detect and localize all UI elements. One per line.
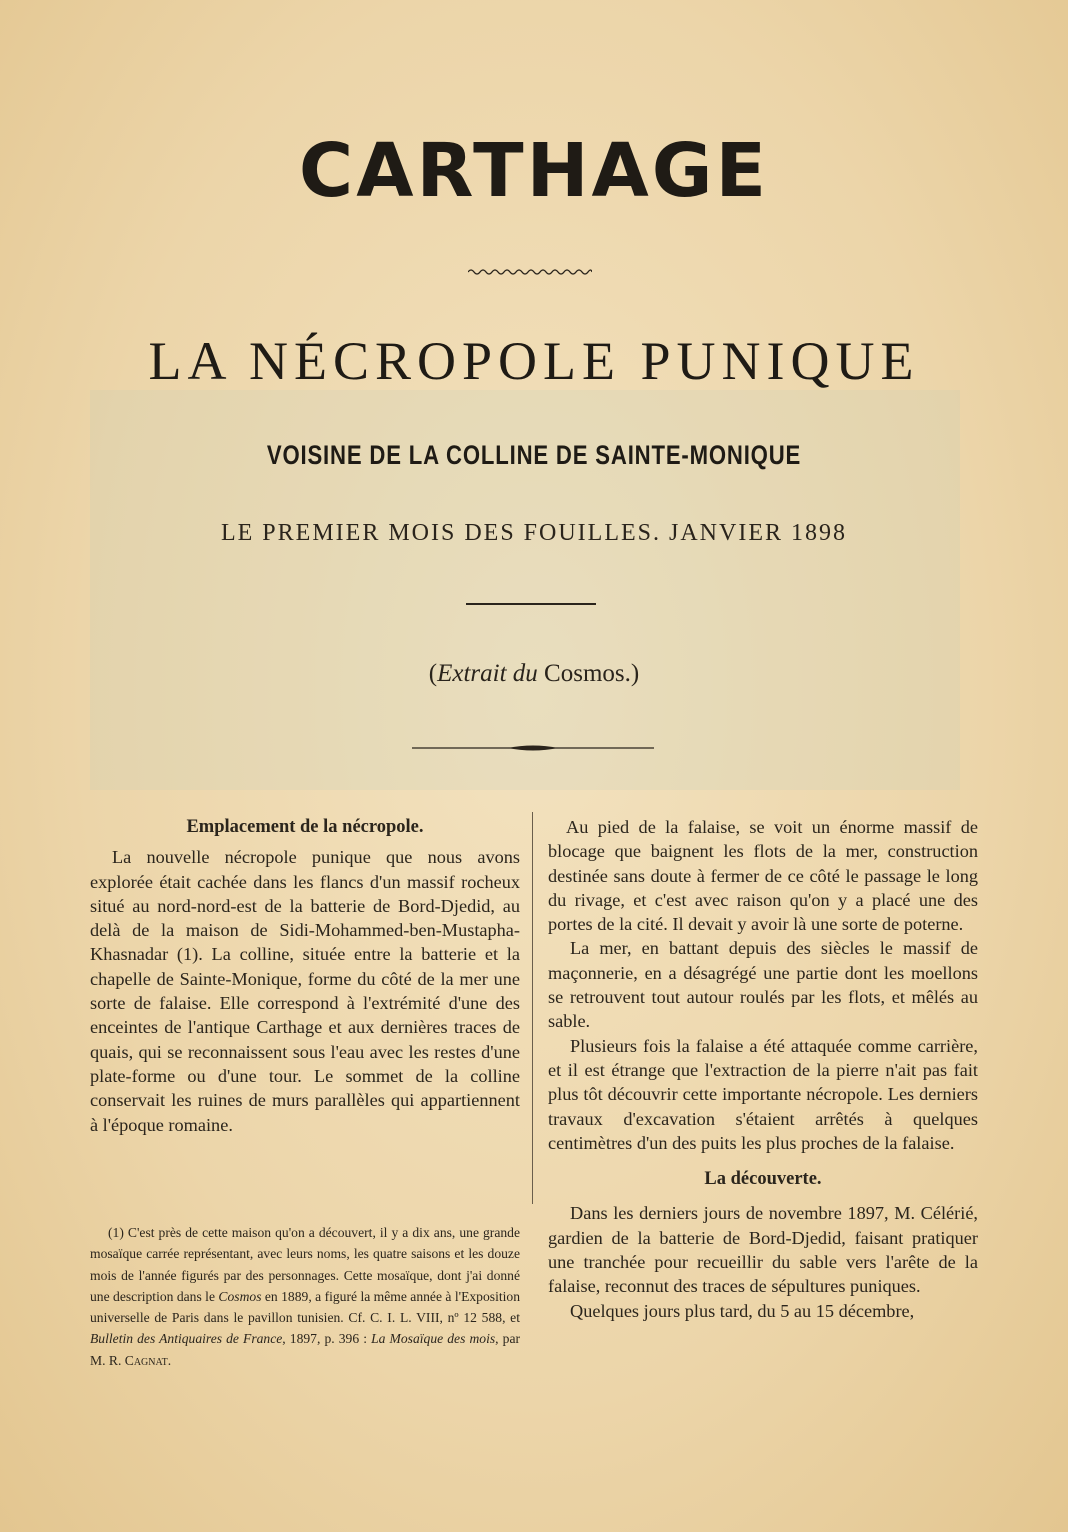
- footnote-text: , par M. R.: [90, 1331, 521, 1368]
- paragraph: La mer, en battant depuis des siècles le massif de maçonnerie, en a désagrégé une partie dont les moellons se retrouvent tout autour roulés par les flots, et mêlés au sable.: [548, 938, 978, 1032]
- extract-source-line: [0, 660, 1068, 688]
- date-line: LE PREMIER MOIS DES FOUILLES. JANVIER 1898: [220, 520, 847, 546]
- page-subtitle: LA NÉCROPOLE PUNIQUE: [148, 331, 920, 391]
- dash-ornament: [412, 742, 654, 754]
- extract-italic: Extrait du: [437, 660, 538, 687]
- column-divider: [532, 812, 533, 1204]
- paragraph: Au pied de la falaise, se voit un énorme massif de blocage que baignent les flots de la mer, construction destinée sans doute à fermer de ce côté le passage le long du rivage, et c'est avec raison qu'on y a placé une des portes de la cité. Il devait y avoir là une sorte de poterne.: [548, 817, 978, 935]
- footnote-text: , 1897, p. 396 :: [282, 1331, 372, 1347]
- extract-source: Cosmos.): [537, 660, 640, 687]
- footnote-cosmos: Cosmos: [218, 1288, 262, 1304]
- footnote-text: en 1889, a figuré la même année à l'Exposition universelle de Paris dans le pavillon tunisien. Cf. C. I. L. VIII, nº 12 588, et: [90, 1288, 520, 1326]
- left-column: [90, 815, 520, 1137]
- footnote-author: Cagnat: [124, 1352, 168, 1368]
- footnote-text: .: [167, 1352, 172, 1368]
- paragraph: Dans les derniers jours de novembre 1897, M. Célérié, gardien de la batterie de Bord-Djedid, faisant pratiquer une tranchée pour recueillir du sable vers l'arête de la falaise, reconnut des traces de sépultures puniques.: [548, 1203, 978, 1297]
- paragraph: La nouvelle nécropole punique que nous avons explorée était cachée dans les flancs d'un massif rocheux situé au nord-nord-est de la batterie de Bord-Djedid, au delà de la maison de Sidi-Mohammed-ben-Mustapha-Khasnadar (1). La colline, située entre la batterie et la chapelle de Sainte-Monique, forme du côté de la mer une sorte de falaise. Elle correspond à l'extrémité d'une des enceintes de l'antique Carthage et aux dernières traces de quais, qui se reconnaissent sous l'eau avec les restes d'une plate-forme ou d'une tour. Le sommet de la colline conservait les ruines de murs parallèles qui appartiennent à l'époque romaine.: [90, 847, 520, 1135]
- paragraph: Plusieurs fois la falaise a été attaquée comme carrière, et il est étrange que l'extraction de la pierre n'ait pas fait plus tôt découvrir cette importante nécropole. Les derniers travaux d'excavation s'étaient arrêtés à quelques centimètres d'un des puits les plus proches de la falaise.: [548, 1035, 978, 1153]
- page-title: CARTHAGE: [298, 128, 770, 214]
- paragraph: Quelques jours plus tard, du 5 au 15 décembre,: [570, 1300, 915, 1321]
- footnote-mosaique: La Mosaïque des mois: [371, 1331, 496, 1347]
- wavy-rule-ornament: [468, 268, 592, 276]
- page-subsubtitle: VOISINE DE LA COLLINE DE SAINTE-MONIQUE: [266, 440, 802, 470]
- horizontal-rule: [466, 603, 596, 605]
- footnote-bulletin: Bulletin des Antiquaires de France: [90, 1331, 283, 1347]
- right-column: [548, 815, 978, 1323]
- footnote: [90, 1222, 520, 1371]
- extract-open: (: [428, 660, 438, 687]
- section-heading-decouverte: La découverte.: [704, 1169, 822, 1190]
- footnote-text: (1) C'est près de cette maison qu'on a découvert, il y a dix ans, une grande mosaïque carrée représentant, avec leurs noms, les quatre saisons et les douze mois de l'année figurés par des personnages. Cette mosaïque, dont j'ai donné une description dans le: [90, 1225, 520, 1304]
- section-heading-emplacement: Emplacement de la nécropole.: [186, 817, 424, 837]
